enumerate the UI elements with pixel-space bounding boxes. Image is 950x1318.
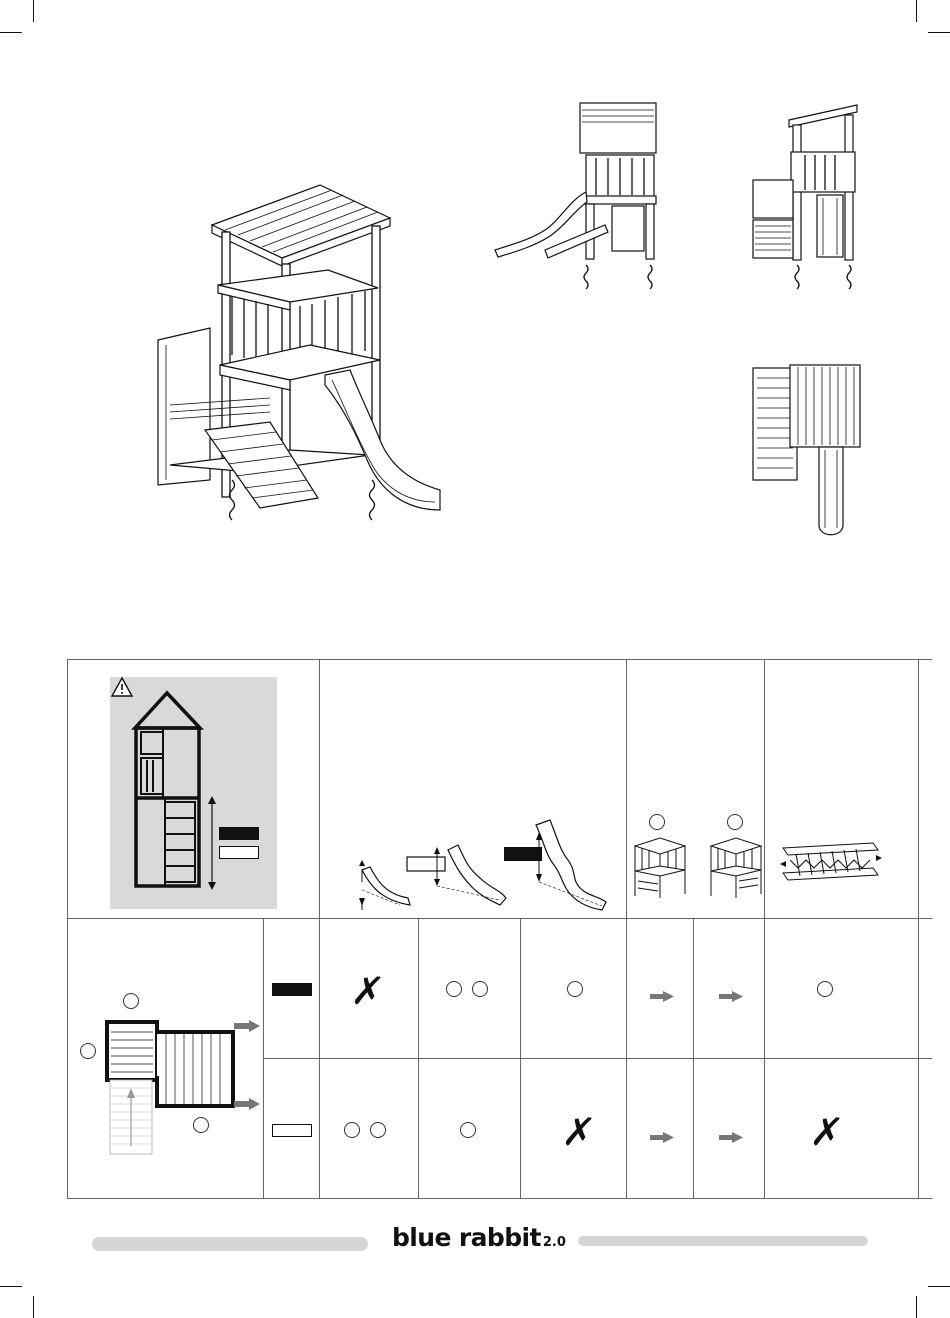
footer-bar-right xyxy=(578,1236,868,1246)
rope-bridge-illustration xyxy=(778,838,888,888)
table-col-divider xyxy=(918,659,919,1199)
crop-mark xyxy=(916,0,917,22)
cross-mark-icon: ✗ xyxy=(559,1110,598,1154)
option-circle xyxy=(817,981,833,997)
row-swatch-white xyxy=(272,1124,312,1137)
table-col-divider xyxy=(418,918,419,1199)
cross-mark-icon: ✗ xyxy=(807,1110,846,1154)
option-circle xyxy=(472,981,488,997)
brand-name: blue rabbit xyxy=(392,1223,541,1252)
footer-bar-left xyxy=(92,1237,368,1251)
table-col-divider xyxy=(626,659,627,1199)
table-border-top xyxy=(67,659,932,660)
crop-mark xyxy=(33,0,34,22)
front-view-illustration xyxy=(490,100,670,290)
height-swatch-black xyxy=(219,827,259,840)
table-col-divider xyxy=(319,659,320,1199)
table-border-bottom xyxy=(67,1198,932,1199)
brand-logo xyxy=(392,1223,566,1257)
option-circle xyxy=(370,1122,386,1138)
crop-mark xyxy=(33,1296,34,1318)
playtower-isometric-illustration xyxy=(150,180,460,540)
plan-marker-circle xyxy=(123,993,139,1009)
top-view-illustration xyxy=(745,360,875,545)
crop-mark xyxy=(0,1286,22,1287)
right-arrow-icon xyxy=(234,1020,260,1032)
table-col-divider xyxy=(764,659,765,1199)
crop-mark xyxy=(916,1296,917,1318)
height-swatch-white xyxy=(219,846,259,859)
brand-version: 2.0 xyxy=(542,1235,566,1250)
option-circle xyxy=(567,981,583,997)
side-view-illustration xyxy=(745,100,865,290)
row-swatch-black xyxy=(272,983,312,996)
option-circle xyxy=(446,981,462,997)
option-circle xyxy=(344,1122,360,1138)
table-row-divider xyxy=(263,1058,932,1059)
tower-module-b-illustration xyxy=(706,826,766,901)
right-arrow-icon xyxy=(719,1132,743,1143)
table-col-divider xyxy=(520,918,521,1199)
right-arrow-icon xyxy=(234,1098,260,1110)
cross-mark-icon: ✗ xyxy=(348,969,387,1013)
crop-mark xyxy=(928,1286,950,1287)
right-arrow-icon xyxy=(650,991,674,1002)
tower-silhouette-diagram xyxy=(130,690,270,890)
slide-height-diagram xyxy=(340,810,620,920)
right-arrow-icon xyxy=(650,1132,674,1143)
table-col-divider xyxy=(67,659,68,1199)
table-col-divider xyxy=(693,918,694,1199)
layout-plan-diagram xyxy=(100,1018,265,1158)
right-arrow-icon xyxy=(719,991,743,1002)
crop-mark xyxy=(0,32,22,33)
plan-marker-circle xyxy=(80,1043,96,1059)
tower-module-a-illustration xyxy=(630,826,690,901)
crop-mark xyxy=(928,32,950,33)
option-circle xyxy=(460,1122,476,1138)
